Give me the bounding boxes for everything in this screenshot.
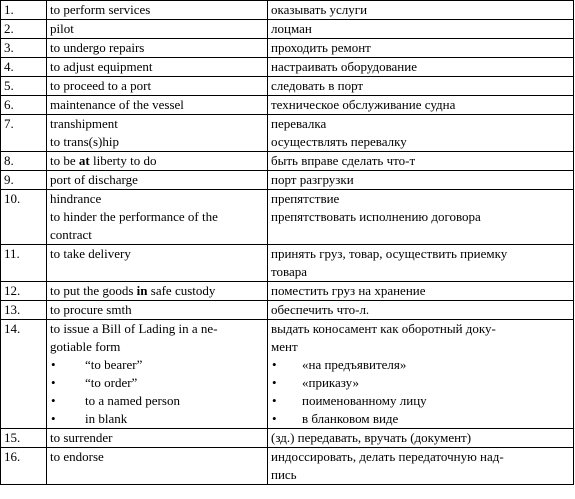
english-term-cell	[47, 282, 268, 301]
row-number: 7.	[4, 116, 14, 131]
english-bullet-text: to a named person	[85, 393, 180, 408]
english-term-line: to undergo repairs	[50, 40, 145, 55]
english-term-cell	[47, 58, 268, 77]
row-number: 11.	[4, 246, 20, 261]
russian-translation-line: препятствовать исполнению договора	[271, 209, 481, 224]
english-term-line: maintenance of the vessel	[50, 97, 184, 112]
row-number: 9.	[4, 172, 14, 187]
table-row	[1, 58, 574, 77]
english-term-cell	[47, 20, 268, 39]
english-bullet-text: in blank	[85, 411, 128, 426]
english-term-line: to proceed to a port	[50, 78, 152, 93]
russian-translation-line: следовать в порт	[271, 78, 364, 93]
vocabulary-table-body	[1, 1, 574, 485]
english-term-line: hindrance	[50, 191, 102, 206]
english-term-cell	[47, 320, 268, 429]
row-number-cell	[1, 320, 47, 429]
russian-translation-line: проходить ремонт	[271, 40, 371, 55]
russian-translation-cell	[268, 58, 574, 77]
russian-translation-line: препятствие	[271, 191, 340, 206]
row-number-cell	[1, 282, 47, 301]
russian-bullet-text: «приказу»	[302, 375, 359, 390]
russian-translation-cell	[268, 152, 574, 171]
english-term-line: to perform services	[50, 2, 151, 17]
table-row	[1, 171, 574, 190]
english-term-line: gotiable form	[50, 339, 121, 354]
russian-translation-cell	[268, 1, 574, 20]
english-term-cell	[47, 152, 268, 171]
english-term-fragment: to put the goods	[50, 283, 137, 298]
table-row	[1, 448, 574, 485]
english-bullet-item	[50, 410, 267, 428]
russian-translation-line: осуществлять перевалку	[271, 134, 407, 149]
row-number-cell	[1, 245, 47, 282]
row-number-cell	[1, 1, 47, 20]
english-term-line: to surrender	[50, 430, 113, 445]
russian-bullet-item	[271, 392, 573, 410]
russian-translation-line: индоссировать, делать передаточную над-	[271, 449, 504, 464]
table-row	[1, 301, 574, 320]
english-term-line: port of discharge	[50, 172, 138, 187]
bullet-icon: •	[272, 357, 277, 372]
russian-translation-cell	[268, 96, 574, 115]
table-row	[1, 77, 574, 96]
russian-translation-cell	[268, 448, 574, 485]
row-number-cell	[1, 20, 47, 39]
table-row	[1, 190, 574, 245]
english-term-cell	[47, 190, 268, 245]
row-number-cell	[1, 152, 47, 171]
table-row	[1, 320, 574, 429]
english-term-cell	[47, 1, 268, 20]
russian-translation-line: лоцман	[271, 21, 312, 36]
table-row	[1, 39, 574, 58]
english-term-line: to hinder the performance of the	[50, 209, 218, 224]
russian-bullet-item	[271, 410, 573, 428]
russian-translation-line: быть вправе сделать что-т	[271, 153, 416, 168]
russian-translation-cell	[268, 115, 574, 152]
english-term-cell	[47, 171, 268, 190]
row-number: 1.	[4, 2, 14, 17]
bullet-icon: •	[51, 393, 56, 408]
russian-translation-line: пись	[271, 467, 297, 482]
russian-translation-line: товара	[271, 264, 308, 279]
row-number: 16.	[4, 449, 21, 464]
row-number-cell	[1, 77, 47, 96]
english-term-fragment: safe custody	[147, 283, 216, 298]
row-number: 3.	[4, 40, 14, 55]
russian-translation-cell	[268, 171, 574, 190]
row-number-cell	[1, 115, 47, 152]
english-term-cell	[47, 96, 268, 115]
english-term-cell	[47, 301, 268, 320]
english-term-fragment: to be	[50, 153, 79, 168]
russian-bullet-item	[271, 356, 573, 374]
row-number: 2.	[4, 21, 14, 36]
russian-translation-cell	[268, 301, 574, 320]
russian-bullet-text: «на предъявителя»	[302, 357, 407, 372]
english-term-cell	[47, 245, 268, 282]
table-row	[1, 245, 574, 282]
russian-translation-line: оказывать услуги	[271, 2, 368, 17]
russian-translation-line: техническое обслуживание судна	[271, 97, 456, 112]
english-term-line: contract	[50, 227, 92, 242]
russian-translation-line: мент	[271, 339, 298, 354]
english-term-cell	[47, 39, 268, 58]
table-row	[1, 96, 574, 115]
table-row	[1, 115, 574, 152]
english-term-line: to issue a Bill of Lading in a ne-	[50, 321, 218, 336]
row-number-cell	[1, 171, 47, 190]
bullet-icon: •	[272, 411, 277, 426]
row-number: 10.	[4, 191, 21, 206]
table-row	[1, 1, 574, 20]
row-number: 12.	[4, 283, 21, 298]
english-term-cell	[47, 448, 268, 485]
row-number-cell	[1, 39, 47, 58]
row-number-cell	[1, 429, 47, 448]
table-row	[1, 429, 574, 448]
table-row	[1, 282, 574, 301]
english-bullet-item	[50, 392, 267, 410]
russian-bullet-text: в бланковом виде	[302, 411, 399, 426]
russian-translation-cell	[268, 429, 574, 448]
row-number: 13.	[4, 302, 21, 317]
english-term-fragment: liberty to do	[89, 153, 157, 168]
english-bullet-item	[50, 356, 267, 374]
table-row	[1, 20, 574, 39]
row-number: 6.	[4, 97, 14, 112]
english-term-emphasis: in	[136, 283, 148, 298]
english-bullet-item	[50, 374, 267, 392]
row-number: 5.	[4, 78, 14, 93]
english-term-line	[50, 282, 267, 300]
russian-translation-cell	[268, 282, 574, 301]
russian-translation-cell	[268, 190, 574, 245]
english-term-line: transhipment	[50, 116, 118, 131]
english-term-line: to trans(s)hip	[50, 134, 119, 149]
bullet-icon: •	[272, 393, 277, 408]
row-number-cell	[1, 448, 47, 485]
russian-bullet-text: поименованному лицу	[302, 393, 427, 408]
english-term-line	[50, 152, 267, 170]
row-number: 14.	[4, 321, 21, 336]
russian-translation-cell	[268, 20, 574, 39]
row-number: 8.	[4, 153, 14, 168]
english-term-cell	[47, 429, 268, 448]
russian-translation-cell	[268, 320, 574, 429]
russian-translation-line: (зд.) передавать, вручать (документ)	[271, 430, 472, 445]
row-number-cell	[1, 190, 47, 245]
english-bullet-text: “to bearer”	[85, 357, 143, 372]
english-term-line: to procure smth	[50, 302, 132, 317]
russian-translation-cell	[268, 77, 574, 96]
row-number-cell	[1, 96, 47, 115]
row-number: 4.	[4, 59, 14, 74]
russian-translation-cell	[268, 245, 574, 282]
russian-translation-cell	[268, 39, 574, 58]
russian-translation-line: выдать коносамент как оборотный доку-	[271, 321, 496, 336]
english-bullet-text: “to order”	[85, 375, 138, 390]
bullet-icon: •	[51, 411, 56, 426]
english-term-line: to take delivery	[50, 246, 131, 261]
bullet-icon: •	[51, 375, 56, 390]
russian-translation-line: перевалка	[271, 116, 327, 131]
english-term-cell	[47, 77, 268, 96]
russian-translation-line: обеспечить что-л.	[271, 302, 370, 317]
english-term-line: to adjust equipment	[50, 59, 153, 74]
table-row	[1, 152, 574, 171]
bullet-icon: •	[51, 357, 56, 372]
row-number-cell	[1, 58, 47, 77]
russian-translation-line: настраивать оборудование	[271, 59, 417, 74]
english-term-line: to endorse	[50, 449, 104, 464]
russian-translation-line: порт разгрузки	[271, 172, 354, 187]
english-term-line: pilot	[50, 21, 74, 36]
row-number: 15.	[4, 430, 21, 445]
russian-translation-line: поместить груз на хранение	[271, 283, 426, 298]
bullet-icon: •	[272, 375, 277, 390]
english-term-emphasis: at	[78, 153, 90, 168]
english-term-cell	[47, 115, 268, 152]
russian-bullet-item	[271, 374, 573, 392]
russian-translation-line: принять груз, товар, осуществить приемку	[271, 246, 508, 261]
row-number-cell	[1, 301, 47, 320]
